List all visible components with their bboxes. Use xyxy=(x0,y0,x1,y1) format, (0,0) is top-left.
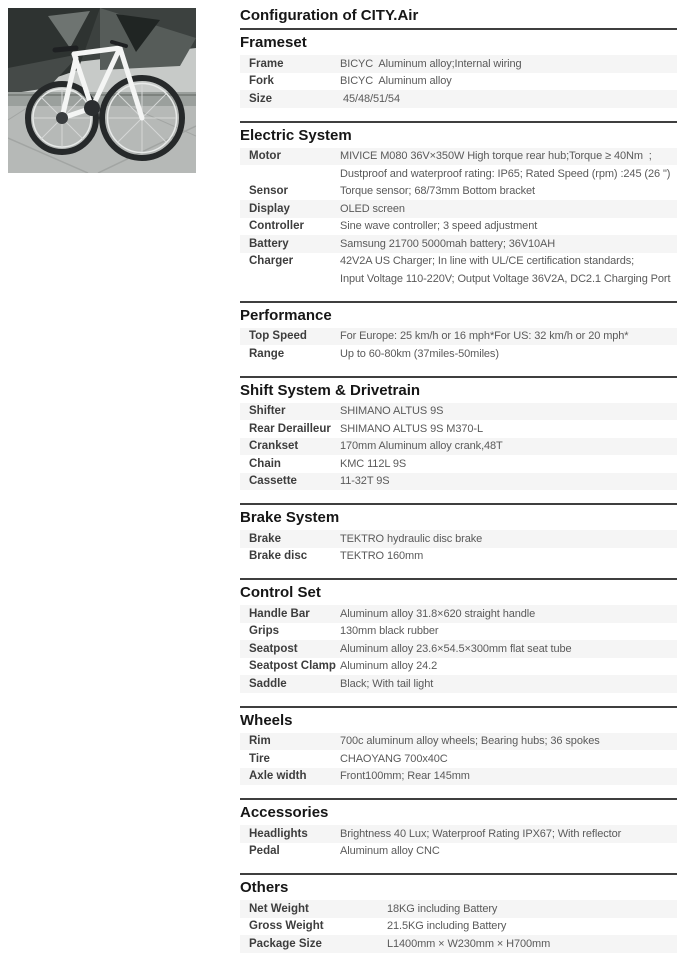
spec-label: Pedal xyxy=(249,845,280,858)
spec-value: SHIMANO ALTUS 9S M370-L xyxy=(340,422,483,435)
spec-line xyxy=(240,825,677,843)
spec-value: Aluminum alloy CNC xyxy=(340,845,440,858)
spec-label: Range xyxy=(249,347,285,360)
spec-line xyxy=(240,218,677,236)
spec-row-handle-bar xyxy=(240,605,677,623)
spec-line xyxy=(240,675,677,693)
spec-line xyxy=(240,200,677,218)
spec-label: Seatpost Clamp xyxy=(249,660,336,673)
spec-label: Handle Bar xyxy=(249,607,310,620)
spec-line xyxy=(240,843,677,861)
spec-row-seatpost xyxy=(240,640,677,658)
spec-value: Sine wave controller; 3 speed adjustment xyxy=(340,220,538,233)
section-title-others: Others xyxy=(240,879,289,896)
spec-line xyxy=(240,750,677,768)
spec-value: Up to 60-80km (37miles-50miles) xyxy=(340,347,499,360)
spec-row-seatpost-clamp xyxy=(240,658,677,676)
spec-label: Axle width xyxy=(249,770,307,783)
spec-row-top-speed xyxy=(240,328,677,346)
spec-value: TEKTRO hydraulic disc brake xyxy=(340,532,483,545)
spec-label: Shifter xyxy=(249,405,286,418)
spec-line xyxy=(240,455,677,473)
page-title: Configuration of CITY.Air xyxy=(240,7,419,24)
spec-sheet xyxy=(240,6,677,953)
spec-line xyxy=(240,935,677,953)
spec-value: BICYC Aluminum alloy;Internal wiring xyxy=(340,57,522,70)
spec-line xyxy=(240,640,677,658)
section-accessories xyxy=(240,798,677,860)
section-rows xyxy=(240,605,677,693)
spec-line xyxy=(240,90,677,108)
spec-row-package-size xyxy=(240,935,677,953)
spec-line xyxy=(240,530,677,548)
spec-row-chain xyxy=(240,455,677,473)
spec-label: Battery xyxy=(249,237,289,250)
spec-value: SHIMANO ALTUS 9S xyxy=(340,405,444,418)
spec-line xyxy=(240,235,677,253)
spec-row-charger xyxy=(240,253,677,288)
section-divider xyxy=(240,578,677,580)
spec-row-rim xyxy=(240,733,677,751)
spec-label: Saddle xyxy=(249,677,287,690)
spec-row-brake-disc xyxy=(240,548,677,566)
section-wheels xyxy=(240,706,677,786)
spec-value: Front100mm; Rear 145mm xyxy=(340,770,470,783)
spec-value: Aluminum alloy 31.8×620 straight handle xyxy=(340,607,536,620)
spec-row-brake xyxy=(240,530,677,548)
spec-row-gross-weight xyxy=(240,918,677,936)
spec-label: Display xyxy=(249,202,290,215)
spec-label: Sensor xyxy=(249,185,288,198)
spec-row-controller xyxy=(240,218,677,236)
spec-value: MIVICE M080 36V×350W High torque rear hub;Torque ≥ 40Nm ; xyxy=(340,150,652,163)
section-title-brake-system: Brake System xyxy=(240,509,340,526)
spec-value: 18KG including Battery xyxy=(387,902,498,915)
section-divider xyxy=(240,376,677,378)
section-title-control-set: Control Set xyxy=(240,584,321,601)
spec-label: Gross Weight xyxy=(249,920,324,933)
spec-value: 45/48/51/54 xyxy=(340,92,400,105)
section-others xyxy=(240,873,677,953)
spec-value: OLED screen xyxy=(340,202,405,215)
spec-line xyxy=(240,345,677,363)
spec-label: Charger xyxy=(249,255,294,268)
section-divider xyxy=(240,873,677,875)
spec-label: Headlights xyxy=(249,827,308,840)
spec-row-motor xyxy=(240,148,677,183)
section-rows xyxy=(240,733,677,786)
spec-sections xyxy=(240,28,677,953)
section-rows xyxy=(240,403,677,491)
spec-value: L1400mm × W230mm × H700mm xyxy=(387,937,551,950)
spec-row-battery xyxy=(240,235,677,253)
spec-label: Size xyxy=(249,92,273,105)
spec-value: 130mm black rubber xyxy=(340,625,439,638)
spec-row-crankset xyxy=(240,438,677,456)
spec-row-axle-width xyxy=(240,768,677,786)
section-shift-system-drivetrain xyxy=(240,376,677,491)
spec-label: Grips xyxy=(249,625,280,638)
section-rows xyxy=(240,530,677,565)
spec-row-tire xyxy=(240,750,677,768)
spec-label: Controller xyxy=(249,220,304,233)
section-rows xyxy=(240,825,677,860)
spec-label: Chain xyxy=(249,457,281,470)
spec-row-sensor xyxy=(240,183,677,201)
spec-line xyxy=(240,183,677,201)
spec-row-saddle xyxy=(240,675,677,693)
spec-line xyxy=(240,420,677,438)
spec-line xyxy=(240,328,677,346)
spec-row-range xyxy=(240,345,677,363)
spec-line xyxy=(240,768,677,786)
section-divider xyxy=(240,121,677,123)
spec-value: Brightness 40 Lux; Waterproof Rating IPX67; With reflector xyxy=(340,827,622,840)
spec-label: Brake xyxy=(249,532,281,545)
spec-value: Torque sensor; 68/73mm Bottom bracket xyxy=(340,185,536,198)
spec-label: Net Weight xyxy=(249,902,309,915)
spec-label: Cassette xyxy=(249,475,297,488)
spec-row-rear-derailleur xyxy=(240,420,677,438)
spec-line xyxy=(240,403,677,421)
spec-line xyxy=(240,253,677,271)
spec-label: Rim xyxy=(249,735,271,748)
spec-label: Top Speed xyxy=(249,330,307,343)
spec-value: Samsung 21700 5000mah battery; 36V10AH xyxy=(340,237,556,250)
section-divider xyxy=(240,798,677,800)
section-title-accessories: Accessories xyxy=(240,804,329,821)
section-rows xyxy=(240,55,677,108)
section-title-shift-system-drivetrain: Shift System & Drivetrain xyxy=(240,381,421,399)
spec-value: Dustproof and waterproof rating: IP65; Rated Speed (rpm) :245 (26 ") xyxy=(340,167,671,180)
spec-row-frame xyxy=(240,55,677,73)
section-title-performance: Performance xyxy=(240,306,332,324)
spec-line xyxy=(240,605,677,623)
spec-line xyxy=(240,548,677,566)
spec-value: BICYC Aluminum alloy xyxy=(340,75,452,88)
spec-value: 42V2A US Charger; In line with UL/CE certification standards; xyxy=(340,255,635,268)
spec-row-headlights xyxy=(240,825,677,843)
section-divider xyxy=(240,301,677,303)
spec-value: Aluminum alloy 23.6×54.5×300mm flat seat tube xyxy=(340,642,572,655)
spec-value: For Europe: 25 km/h or 16 mph*For US: 32 km/h or 20 mph* xyxy=(340,330,629,343)
spec-row-cassette xyxy=(240,473,677,491)
spec-label: Seatpost xyxy=(249,642,298,655)
spec-row-display xyxy=(240,200,677,218)
section-title-frameset: Frameset xyxy=(240,34,307,51)
section-electric-system xyxy=(240,121,677,288)
spec-line xyxy=(240,658,677,676)
spec-line xyxy=(240,473,677,491)
spec-line xyxy=(240,148,677,166)
spec-row-net-weight xyxy=(240,900,677,918)
spec-label: Brake disc xyxy=(249,550,308,563)
spec-value: Black; With tail light xyxy=(340,677,434,690)
section-rows xyxy=(240,900,677,953)
section-divider xyxy=(240,503,677,505)
spec-label: Crankset xyxy=(249,440,299,453)
spec-line xyxy=(240,918,677,936)
section-control-set xyxy=(240,578,677,693)
spec-label: Fork xyxy=(249,75,274,88)
section-divider xyxy=(240,706,677,708)
spec-value: Input Voltage 110-220V; Output Voltage 36V2A, DC2.1 Charging Port xyxy=(340,272,671,285)
section-brake-system xyxy=(240,503,677,565)
spec-line xyxy=(240,73,677,91)
spec-label: Rear Derailleur xyxy=(249,422,331,435)
spec-row-shifter xyxy=(240,403,677,421)
section-divider xyxy=(240,28,677,30)
spec-line xyxy=(240,733,677,751)
spec-value: CHAOYANG 700x40C xyxy=(340,752,448,765)
spec-row-fork xyxy=(240,73,677,91)
spec-value: 170mm Aluminum alloy crank,48T xyxy=(340,440,503,453)
spec-value: TEKTRO 160mm xyxy=(340,550,424,563)
spec-value: Aluminum alloy 24.2 xyxy=(340,660,438,673)
section-title-electric-system: Electric System xyxy=(240,126,352,144)
spec-label: Package Size xyxy=(249,937,322,950)
section-rows xyxy=(240,328,677,363)
spec-line xyxy=(240,270,677,288)
spec-label: Motor xyxy=(249,150,281,163)
spec-line xyxy=(240,55,677,73)
spec-label: Tire xyxy=(249,752,270,765)
section-title-wheels: Wheels xyxy=(240,711,293,729)
section-rows xyxy=(240,148,677,288)
section-frameset xyxy=(240,28,677,108)
spec-line xyxy=(240,900,677,918)
spec-value: 21.5KG including Battery xyxy=(387,920,507,933)
spec-label: Frame xyxy=(249,57,284,70)
spec-value: 700c aluminum alloy wheels; Bearing hubs; 36 spokes xyxy=(340,735,600,748)
spec-line xyxy=(240,165,677,183)
spec-value: 11-32T 9S xyxy=(340,475,390,488)
spec-line xyxy=(240,438,677,456)
section-performance xyxy=(240,301,677,363)
spec-row-pedal xyxy=(240,843,677,861)
spec-row-grips xyxy=(240,623,677,641)
spec-line xyxy=(240,623,677,641)
spec-row-size xyxy=(240,90,677,108)
spec-value: KMC 112L 9S xyxy=(340,457,407,470)
product-photo xyxy=(8,8,196,173)
bike-photo-illustration xyxy=(8,8,196,173)
